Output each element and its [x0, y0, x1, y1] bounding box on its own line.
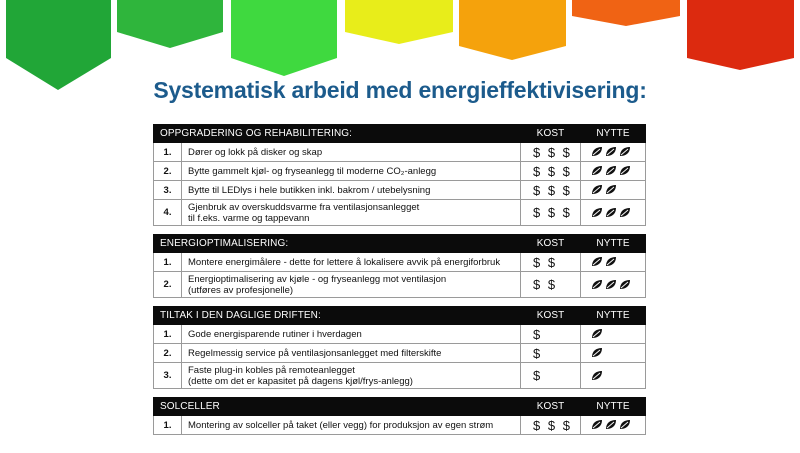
row-nytte: [581, 416, 646, 435]
row-kost: $ $ $: [521, 200, 581, 226]
row-description: Montere energimålere - dette for lettere å lokalisere avvik på energiforbruk: [182, 253, 521, 272]
leaf-icon: [605, 256, 617, 267]
leaf-icon: [591, 279, 603, 290]
row-number: 2.: [154, 162, 182, 181]
page-title: Systematisk arbeid med energieffektivisering:: [153, 77, 647, 103]
banner-7: [687, 0, 794, 70]
kost-header: KOST: [521, 235, 581, 253]
leaf-icon: [619, 279, 631, 290]
leaf-icon: [619, 146, 631, 157]
kost-header: KOST: [521, 307, 581, 325]
row-kost: $: [521, 344, 581, 363]
leaf-icon: [619, 419, 631, 430]
leaf-icon: [591, 184, 603, 195]
banner-2: [117, 0, 223, 48]
row-nytte: [581, 181, 646, 200]
kost-header: KOST: [521, 398, 581, 416]
row-description: Faste plug-in kobles på remoteanlegget (dette om det er kapasitet på dagens kjøl/frys-anlegg): [182, 363, 521, 389]
banner-6: [572, 0, 680, 26]
row-description: Regelmessig service på ventilasjonsanlegget med filterskifte: [182, 344, 521, 363]
row-kost: $ $ $: [521, 143, 581, 162]
section-header: TILTAK I DEN DAGLIGE DRIFTEN:: [154, 307, 521, 325]
leaf-icon: [591, 370, 603, 381]
row-nytte: [581, 363, 646, 389]
table-row: [154, 416, 646, 435]
row-nytte: [581, 200, 646, 226]
row-description: Dører og lokk på disker og skap: [182, 143, 521, 162]
leaf-icon: [605, 165, 617, 176]
nytte-header: NYTTE: [581, 398, 646, 416]
section-header: SOLCELLER: [154, 398, 521, 416]
row-kost: $ $: [521, 272, 581, 298]
leaf-icon: [591, 328, 603, 339]
measures-tables: [153, 124, 645, 435]
leaf-icon: [591, 207, 603, 218]
row-number: 1.: [154, 416, 182, 435]
kost-header: KOST: [521, 125, 581, 143]
section-header: ENERGIOPTIMALISERING:: [154, 235, 521, 253]
section-table: [153, 234, 646, 298]
row-nytte: [581, 344, 646, 363]
row-nytte: [581, 162, 646, 181]
row-kost: $: [521, 363, 581, 389]
nytte-header: NYTTE: [581, 307, 646, 325]
row-description: Gode energisparende rutiner i hverdagen: [182, 325, 521, 344]
leaf-icon: [591, 347, 603, 358]
nytte-header: NYTTE: [581, 125, 646, 143]
row-number: 2.: [154, 272, 182, 298]
row-number: 3.: [154, 181, 182, 200]
section-table: [153, 397, 646, 435]
row-number: 4.: [154, 200, 182, 226]
section-header: OPPGRADERING OG REHABILITERING:: [154, 125, 521, 143]
table-row: [154, 272, 646, 298]
table-row: [154, 181, 646, 200]
table-row: [154, 162, 646, 181]
banner-5: [459, 0, 566, 60]
row-kost: $ $ $: [521, 416, 581, 435]
banner-3: [231, 0, 337, 76]
row-description: Bytte gammelt kjøl- og fryseanlegg til moderne CO₂-anlegg: [182, 162, 521, 181]
table-row: [154, 363, 646, 389]
row-description: Montering av solceller på taket (eller vegg) for produksjon av egen strøm: [182, 416, 521, 435]
leaf-icon: [605, 279, 617, 290]
row-number: 1.: [154, 143, 182, 162]
table-row: [154, 253, 646, 272]
row-number: 3.: [154, 363, 182, 389]
leaf-icon: [591, 165, 603, 176]
row-kost: $: [521, 325, 581, 344]
row-kost: $ $: [521, 253, 581, 272]
row-nytte: [581, 143, 646, 162]
row-kost: $ $ $: [521, 162, 581, 181]
row-description: Energioptimalisering av kjøle - og fryseanlegg mot ventilasjon (utføres av profesjonelle): [182, 272, 521, 298]
nytte-header: NYTTE: [581, 235, 646, 253]
leaf-icon: [619, 165, 631, 176]
leaf-icon: [605, 146, 617, 157]
leaf-icon: [591, 146, 603, 157]
row-number: 2.: [154, 344, 182, 363]
leaf-icon: [591, 256, 603, 267]
row-nytte: [581, 272, 646, 298]
section-table: [153, 306, 646, 389]
section-table: [153, 124, 646, 226]
row-number: 1.: [154, 253, 182, 272]
table-row: [154, 143, 646, 162]
banner-4: [345, 0, 453, 44]
leaf-icon: [605, 419, 617, 430]
row-nytte: [581, 325, 646, 344]
row-description: Gjenbruk av overskuddsvarme fra ventilasjonsanlegget til f.eks. varme og tappevann: [182, 200, 521, 226]
leaf-icon: [619, 207, 631, 218]
leaf-icon: [605, 207, 617, 218]
table-row: [154, 200, 646, 226]
row-nytte: [581, 253, 646, 272]
table-row: [154, 344, 646, 363]
leaf-icon: [605, 184, 617, 195]
row-description: Bytte til LEDlys i hele butikken inkl. bakrom / utebelysning: [182, 181, 521, 200]
row-number: 1.: [154, 325, 182, 344]
row-kost: $ $ $: [521, 181, 581, 200]
leaf-icon: [591, 419, 603, 430]
table-row: [154, 325, 646, 344]
